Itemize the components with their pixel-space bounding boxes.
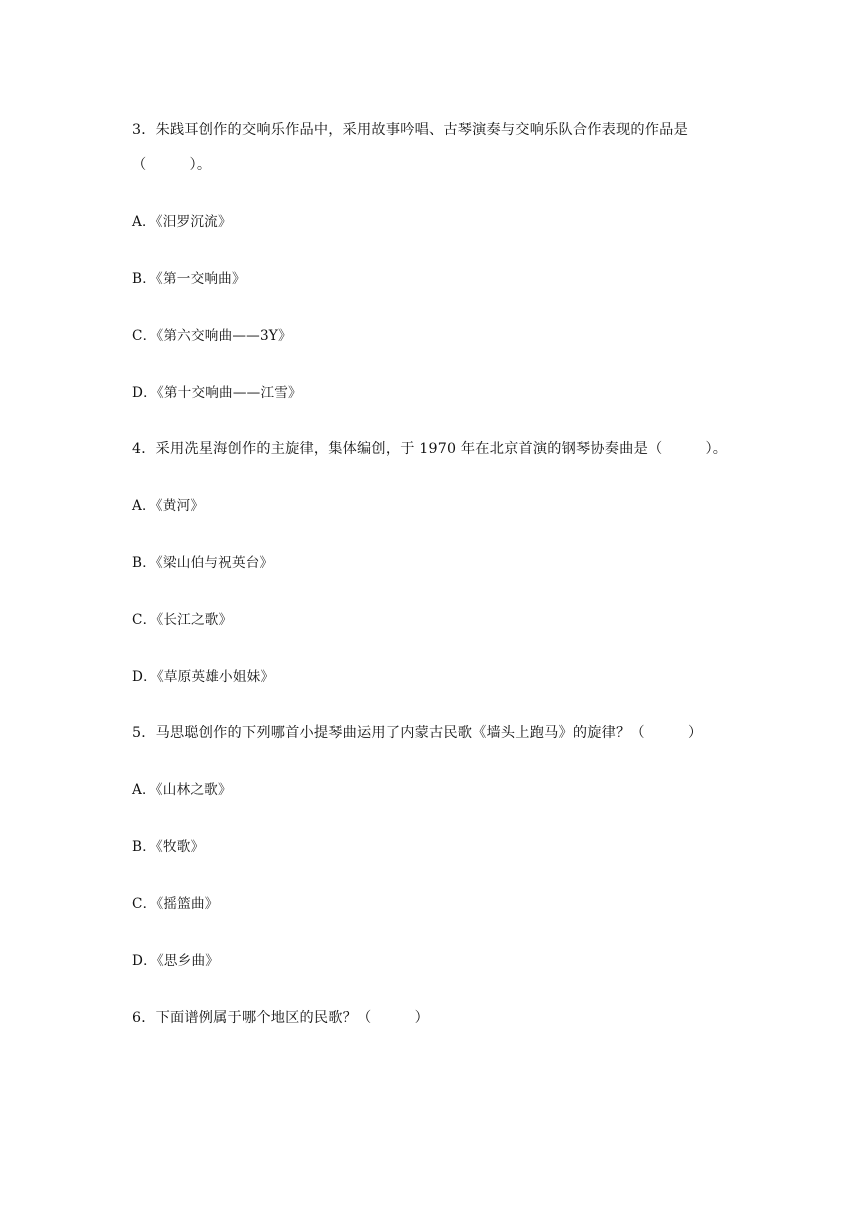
- question-6-stem: 6．下面谱例属于哪个地区的民歌？（ ）: [132, 1010, 429, 1026]
- question-4-option-c: C．《长江之歌》: [132, 612, 233, 628]
- question-3-stem: 3．朱践耳创作的交响乐作品中，采用故事吟唱、古琴演奏与交响乐队合作表现的作品是: [132, 122, 688, 138]
- question-5-stem: 5．马思聪创作的下列哪首小提琴曲运用了内蒙古民歌《墙头上跑马》的旋律？（ ）: [132, 725, 703, 741]
- question-5-option-b: B．《牧歌》: [132, 839, 205, 855]
- question-3-blank: （ ）。: [132, 157, 212, 173]
- question-4-option-d: D．《草原英雄小姐妹》: [132, 669, 275, 685]
- question-3-option-c: C．《第六交响曲——3Y》: [132, 328, 292, 344]
- question-3-option-b: B．《第一交响曲》: [132, 271, 246, 287]
- question-4-option-b: B．《梁山伯与祝英台》: [132, 555, 274, 571]
- question-5-option-d: D．《思乡曲》: [132, 953, 220, 969]
- question-5-option-a: A．《山林之歌》: [132, 782, 232, 798]
- question-4-stem: 4．采用冼星海创作的主旋律，集体编创，于 1970 年在北京首演的钢琴协奏曲是（ ）。: [132, 441, 728, 457]
- question-3-option-a: A．《汨罗沉流》: [132, 214, 232, 230]
- question-4-option-a: A．《黄河》: [132, 498, 205, 514]
- question-3-option-d: D．《第十交响曲——江雪》: [132, 385, 302, 401]
- question-5-option-c: C．《摇篮曲》: [132, 896, 219, 912]
